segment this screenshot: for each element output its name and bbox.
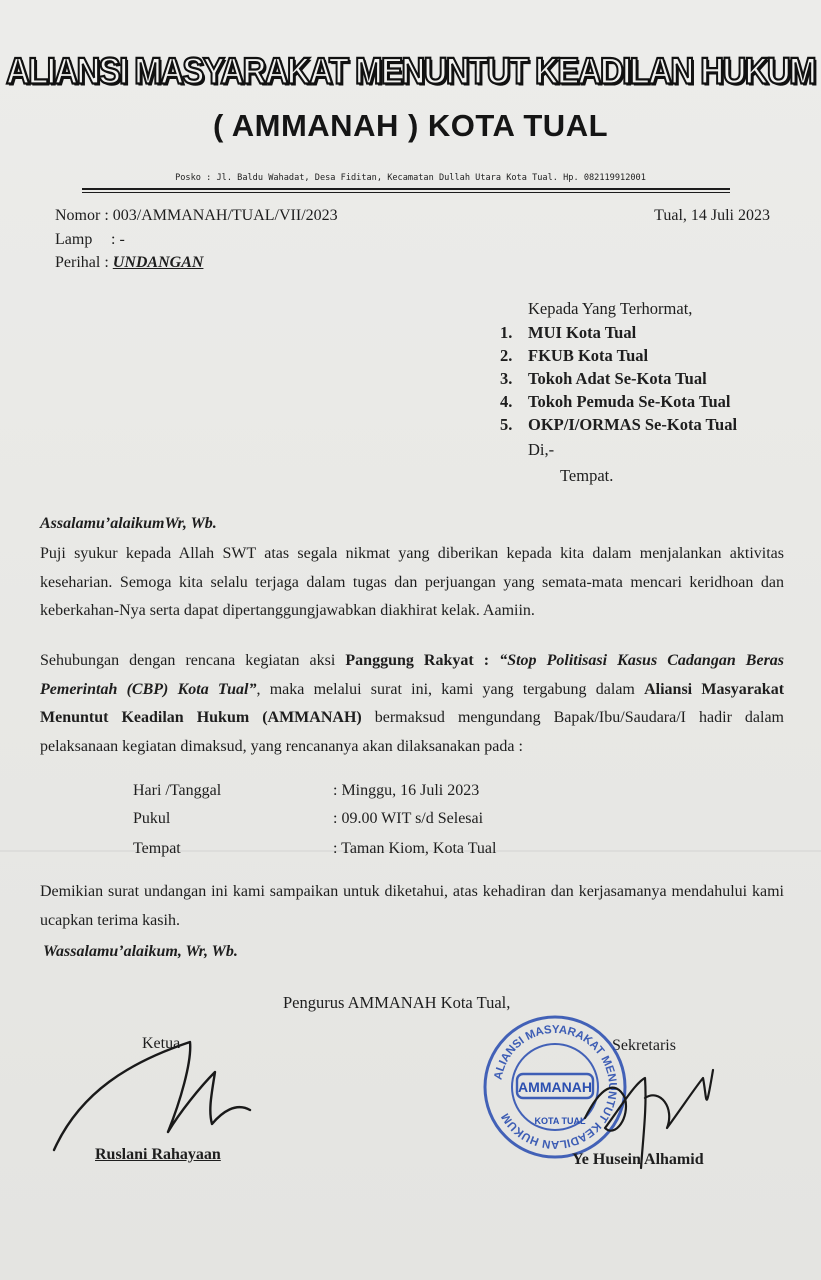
detail-value-time: : 09.00 WIT s/d Selesai [333,810,484,827]
perihal-line [55,253,203,273]
nomor-label: Nomor : [55,207,109,224]
detail-label-time: Pukul [133,810,171,827]
letterhead-address: Posko : Jl. Baldu Wahadat, Desa Fiditan, Kecamatan Dullah Utara Kota Tual. Hp. 082119912001 [175,173,646,183]
perihal-value: UNDANGAN [112,254,204,271]
recipient-di: Di,- [528,440,555,459]
recipient-tempat: Tempat. [560,466,614,485]
nomor-line [55,206,338,226]
letter-date: Tual, 14 Juli 2023 [654,207,770,224]
lamp-value: : - [111,231,125,248]
stamp-center-text: AMMANAH [518,1079,592,1095]
stamp-bottom-text: KOTA TUAL [534,1116,586,1126]
letterhead-org-name: ALIANSI MASYARAKAT MENUNTUT KEADILAN HUKUM [5,49,816,92]
ketua-label: Ketua [142,1035,181,1052]
list-item: 2. FKUB Kota Tual [500,346,649,365]
recipient-list [500,321,737,436]
list-item: 1. MUI Kota Tual [500,323,637,342]
lamp-label: Lamp [55,231,93,248]
salam-closing: Wassalamu’alaikum, Wr, Wb. [43,943,238,960]
nomor-value: 003/AMMANAH/TUAL/VII/2023 [112,207,338,224]
list-item: 5. OKP/I/ORMAS Se-Kota Tual [500,415,738,434]
svg-text:ALIANSI MASYARAKAT MENUNTUT KE: ALIANSI MASYARAKAT MENUNTUT KEADILAN HUKUM [492,1023,619,1151]
paragraph-opening: Puji syukur kepada Allah SWT atas segala nikmat yang diberikan kepada kita dalam menjalankan aktivitas keseharian. Semoga kita selalu terjaga dalam tugas dan perjuangan yang semata-mata mencari keridhoan dan keberkahan-Nya serta dapat dipertanggungjawabkan diakhirat kelak. Aamiin. [40,545,784,619]
detail-label-date: Hari /Tanggal [133,782,222,799]
perihal-label: Perihal : [55,254,109,271]
pengurus-title: Pengurus AMMANAH Kota Tual, [283,993,511,1012]
paragraph-closing: Demikian surat undangan ini kami sampaikan untuk diketahui, atas kehadiran dan kerjasamanya mendahului kami ucapkan terima kasih. [40,883,784,929]
list-item: 3. Tokoh Adat Se-Kota Tual [500,369,707,388]
lamp-line [55,230,125,250]
list-item: 4. Tokoh Pemuda Se-Kota Tual [500,392,731,411]
letterhead-rule [82,188,730,190]
detail-value-date: : Minggu, 16 Juli 2023 [333,782,480,799]
letterhead-rule-thin [82,192,730,193]
sekretaris-name: Ye Husein Alhamid [572,1151,704,1168]
salam-opening: Assalamu’alaikumWr, Wb. [40,515,217,532]
ketua-name: Ruslani Rahayaan [95,1146,221,1163]
recipient-greeting: Kepada Yang Terhormat, [528,299,693,318]
paragraph-invitation: Sehubungan dengan rencana kegiatan aksi Panggung Rakyat : “Stop Politisasi Kasus Cadangan Beras Pemerintah (CBP) Kota Tual”, maka melalui surat ini, kami yang tergabung dalam Aliansi Masyarakat Menuntut Keadilan Hukum (AMMANAH) bermaksud mengundang Bapak/Ibu/Saudara/I hadir dalam pelaksanaan kegiatan dimaksud, yang rencananya akan dilaksanakan pada : [40,652,785,755]
detail-label-place: Tempat [133,840,181,857]
ketua-signature [40,1032,280,1162]
sekretaris-label: Sekretaris [612,1037,676,1054]
letterhead-org-abbr: ( AMMANAH ) KOTA TUAL [212,108,609,143]
detail-value-place: : Taman Kiom, Kota Tual [333,840,497,857]
